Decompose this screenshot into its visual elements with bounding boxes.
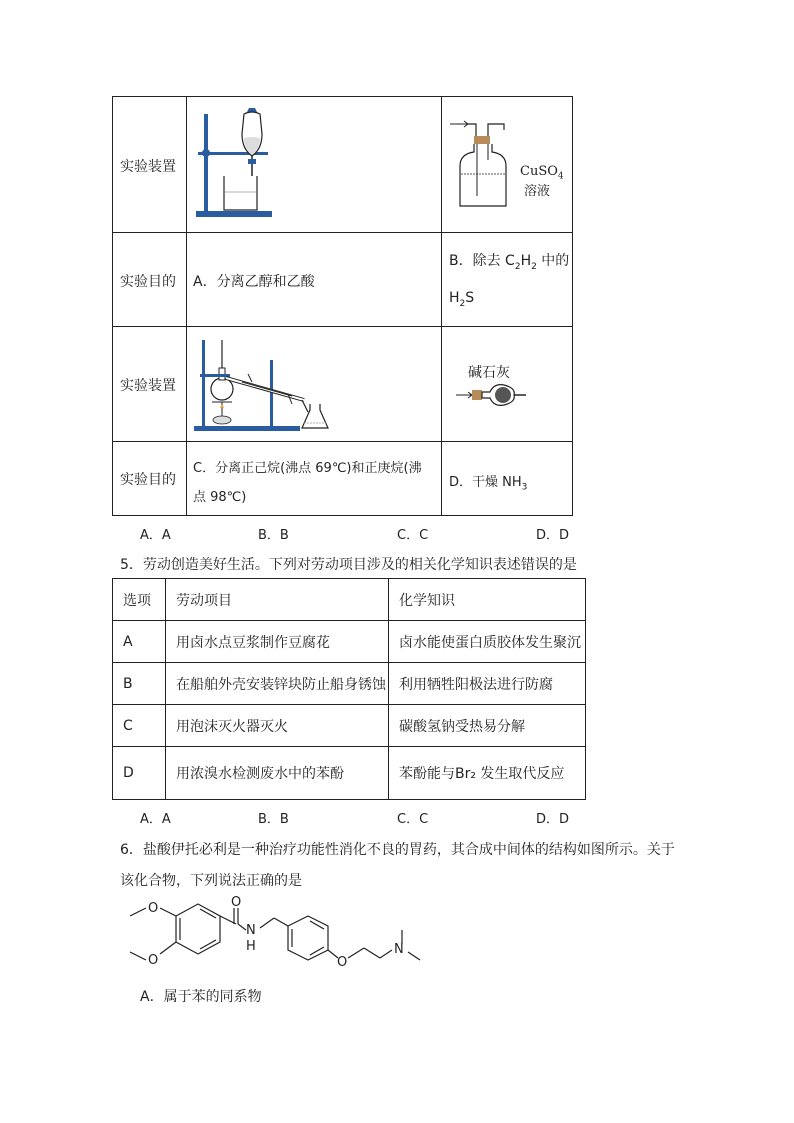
row-knowledge: 卤水能使蛋白质胶体发生聚沉: [389, 621, 586, 663]
soda-lime-label: 碱石灰: [468, 365, 510, 381]
distillation-apparatus-image: [192, 332, 337, 436]
atom-n-amine: N: [394, 942, 404, 957]
q5-option-b: B．B: [258, 812, 289, 827]
purpose-d: D．干燥 $NH_3$: [449, 475, 528, 493]
q5-option-a: A．A: [140, 812, 171, 827]
table-row-divider-3: [112, 441, 573, 442]
table-border-right: [572, 96, 573, 516]
row-option: B: [113, 663, 166, 705]
table-row-divider-2: [112, 326, 573, 327]
table-row: [113, 621, 586, 663]
table-border-left: [112, 96, 113, 516]
atom-h-amide: H: [246, 939, 256, 954]
atom-o-methoxy-1: O: [148, 901, 159, 916]
table-row: [113, 705, 586, 747]
atom-n-amide: N: [246, 923, 256, 938]
option-b: B．B: [258, 528, 289, 543]
table-row-divider-1: [112, 232, 573, 233]
row-label-apparatus-2: 实验装置: [120, 378, 176, 394]
q5-option-c: C．C: [397, 812, 429, 827]
molecule-structure-image: [118, 896, 428, 976]
table-border-top: [112, 96, 573, 97]
table-header-row: [113, 579, 586, 621]
separatory-funnel-apparatus-image: [192, 104, 282, 224]
table-row: [113, 663, 586, 705]
row-project: 在船舶外壳安装锌块防止船身锈蚀: [166, 663, 389, 705]
q5-option-d: D．D: [536, 812, 570, 827]
row-option: A: [113, 621, 166, 663]
row-knowledge: 苯酚能与Br₂ 发生取代反应: [389, 747, 586, 800]
row-option: D: [113, 747, 166, 800]
gas-washing-bottle-image: [446, 114, 521, 214]
purpose-a: A．分离乙醇和乙酸: [193, 274, 315, 290]
atom-o-methoxy-2: O: [148, 953, 159, 968]
question-6-option-a: A．属于苯的同系物: [140, 989, 262, 1005]
purpose-c-line1: C．分离正己烷(沸点 69℃)和正庚烷(沸: [193, 461, 422, 476]
row-label-purpose-1: 实验目的: [120, 274, 176, 290]
header-chem-knowledge: 化学知识: [389, 579, 586, 621]
table-col-divider-1: [186, 96, 187, 516]
row-project: 用卤水点豆浆制作豆腐花: [166, 621, 389, 663]
table-border-bottom: [112, 515, 573, 516]
row-label-apparatus-1: 实验装置: [120, 159, 176, 175]
option-c: C．C: [397, 528, 429, 543]
header-option: 选项: [113, 579, 166, 621]
option-a: A．A: [140, 528, 171, 543]
row-label-purpose-2: 实验目的: [120, 472, 176, 488]
labor-knowledge-table: [112, 578, 586, 800]
cuso4-label: CuSO$_4$: [520, 164, 564, 182]
question-6-stem-line1: 6．盐酸伊托必利是一种治疗功能性消化不良的胃药，其合成中间体的结构如图所示。关于: [120, 842, 675, 858]
question-5-stem: 5．劳动创造美好生活。下列对劳动项目涉及的相关化学知识表述错误的是: [120, 557, 577, 573]
option-d: D．D: [536, 528, 570, 543]
solution-label: 溶液: [524, 184, 551, 199]
atom-o-carbonyl: O: [231, 896, 242, 910]
table-col-divider-2: [441, 96, 442, 516]
header-labor-project: 劳动项目: [166, 579, 389, 621]
row-option: C: [113, 705, 166, 747]
drying-tube-image: [454, 380, 534, 410]
purpose-b-line1: B．除去 $C_2H_2$ 中的: [449, 253, 570, 272]
row-knowledge: 碳酸氢钠受热易分解: [389, 705, 586, 747]
atom-o-ether: O: [337, 955, 348, 970]
row-knowledge: 利用牺牲阳极法进行防腐: [389, 663, 586, 705]
question-6-stem-line2: 该化合物，下列说法正确的是: [120, 873, 302, 889]
row-project: 用浓溴水检测废水中的苯酚: [166, 747, 389, 800]
row-project: 用泡沫灭火器灭火: [166, 705, 389, 747]
purpose-b-line2: $H_2S$: [449, 290, 475, 309]
table-row: [113, 747, 586, 800]
purpose-c-line2: 点 98℃): [193, 490, 247, 505]
